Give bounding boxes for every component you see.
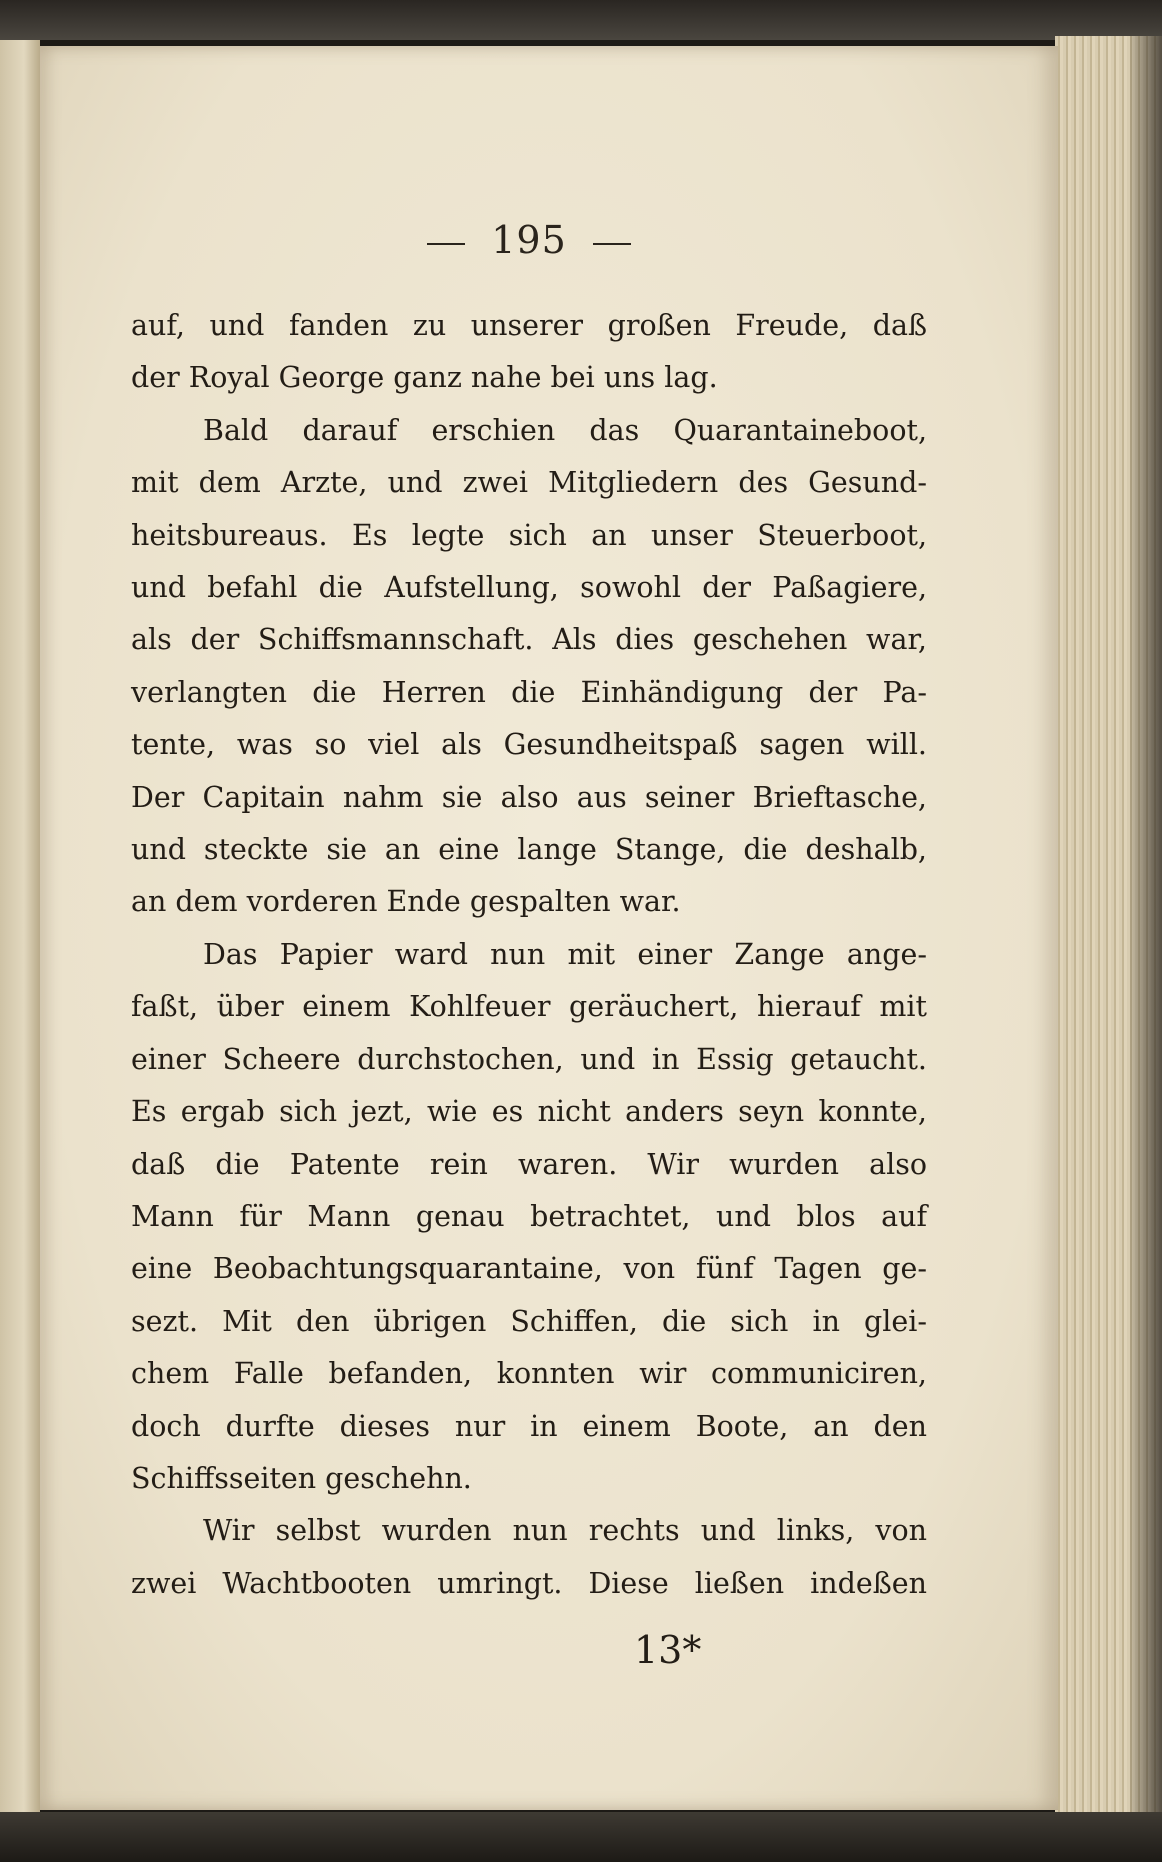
body-text (131, 300, 927, 1610)
facing-page-edge (0, 40, 40, 1812)
page-stack-shadow (1130, 36, 1162, 1816)
text-line: daß die Patente rein waren. Wir wurden also (131, 1147, 927, 1181)
text-line: heitsbureaus. Es legte sich an unser Steuerboot, (131, 518, 927, 552)
text-line: zwei Wachtbooten umringt. Diese ließen indeßen (131, 1566, 927, 1600)
text-line: auf, und fanden zu unserer großen Freude, daß (131, 309, 927, 342)
text-line: und befahl die Aufstellung, sowohl der Paßagiere, (131, 571, 927, 605)
text-line: mit dem Arzte, und zwei Mitgliedern des Gesund- (131, 466, 927, 500)
text-line: an dem vorderen Ende gespalten war. (131, 885, 681, 919)
text-line: eine Beobachtungsquarantaine, von fünf Tagen ge- (131, 1252, 927, 1286)
text-line: als der Schiffsmannschaft. Als dies geschehen war, (131, 623, 927, 657)
signature-mark: 13* (634, 1628, 702, 1672)
text-line: tente, was so viel als Gesundheitspaß sagen will. (131, 728, 927, 762)
text-line: Schiffsseiten geschehn. (131, 1461, 472, 1495)
text-line: der Royal George ganz nahe bei uns lag. (131, 361, 718, 395)
text-line: Das Papier ward nun mit einer Zange ange- (203, 937, 927, 971)
text-line: Wir selbst wurden nun rechts und links, von (203, 1514, 927, 1548)
text-line: Der Capitain nahm sie also aus seiner Brieftasche, (131, 780, 927, 814)
text-line: und steckte sie an eine lange Stange, die deshalb, (131, 833, 927, 867)
text-line: sezt. Mit den übrigen Schiffen, die sich in glei- (131, 1304, 927, 1338)
book-cover-top-edge (0, 0, 1162, 40)
text-line: Es ergab sich jezt, wie es nicht anders seyn konnte, (131, 1095, 927, 1129)
text-line: doch durfte dieses nur in einem Boote, an den (131, 1409, 927, 1443)
header-dash-left (427, 243, 465, 245)
text-line: Mann für Mann genau betrachtet, und blos auf (131, 1199, 927, 1233)
text-line: chem Falle befanden, konnten wir communiciren, (131, 1357, 927, 1391)
text-line: einer Scheere durchstochen, und in Essig getaucht. (131, 1042, 927, 1076)
text-line: faßt, über einem Kohlfeuer geräuchert, hierauf mit (131, 990, 927, 1024)
page-number: 195 (491, 218, 567, 262)
book-cover-bottom-edge (0, 1812, 1162, 1862)
text-line: verlangten die Herren die Einhändigung der Pa- (131, 675, 927, 709)
page-header (0, 218, 1058, 262)
header-dash-right (593, 243, 631, 245)
text-line: Bald darauf erschien das Quarantaineboot, (203, 413, 927, 447)
